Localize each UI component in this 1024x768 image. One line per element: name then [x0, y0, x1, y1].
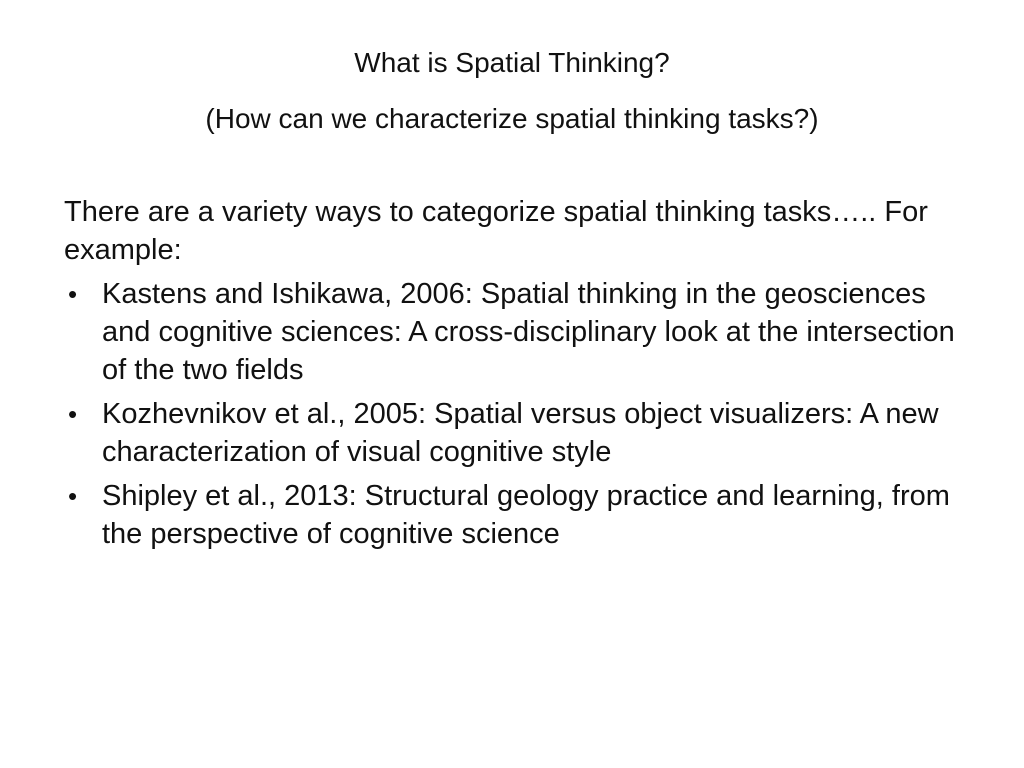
slide-title: What is Spatial Thinking?	[354, 47, 670, 78]
bullet-text: Kozhevnikov et al., 2005: Spatial versus object visualizers: A new characterization of visual cognitive style	[102, 398, 939, 468]
intro-text: There are a variety ways to categorize spatial thinking tasks….. For example:	[64, 196, 928, 266]
bullet-item	[64, 275, 964, 389]
bullet-icon: •	[68, 481, 78, 511]
bullet-icon: •	[68, 279, 78, 309]
bullet-item	[64, 477, 964, 553]
bullet-icon: •	[68, 399, 78, 429]
slide-body	[64, 193, 964, 553]
slide-subtitle: (How can we characterize spatial thinking tasks?)	[205, 103, 819, 134]
slide-title-block	[60, 46, 964, 136]
bullet-item	[64, 395, 964, 471]
bullet-text: Shipley et al., 2013: Structural geology practice and learning, from the perspective of cognitive science	[102, 480, 950, 550]
bullet-text: Kastens and Ishikawa, 2006: Spatial thinking in the geosciences and cognitive sciences: A cross-disciplinary look at the intersection of the two fields	[102, 278, 955, 386]
bullet-list	[64, 275, 964, 553]
